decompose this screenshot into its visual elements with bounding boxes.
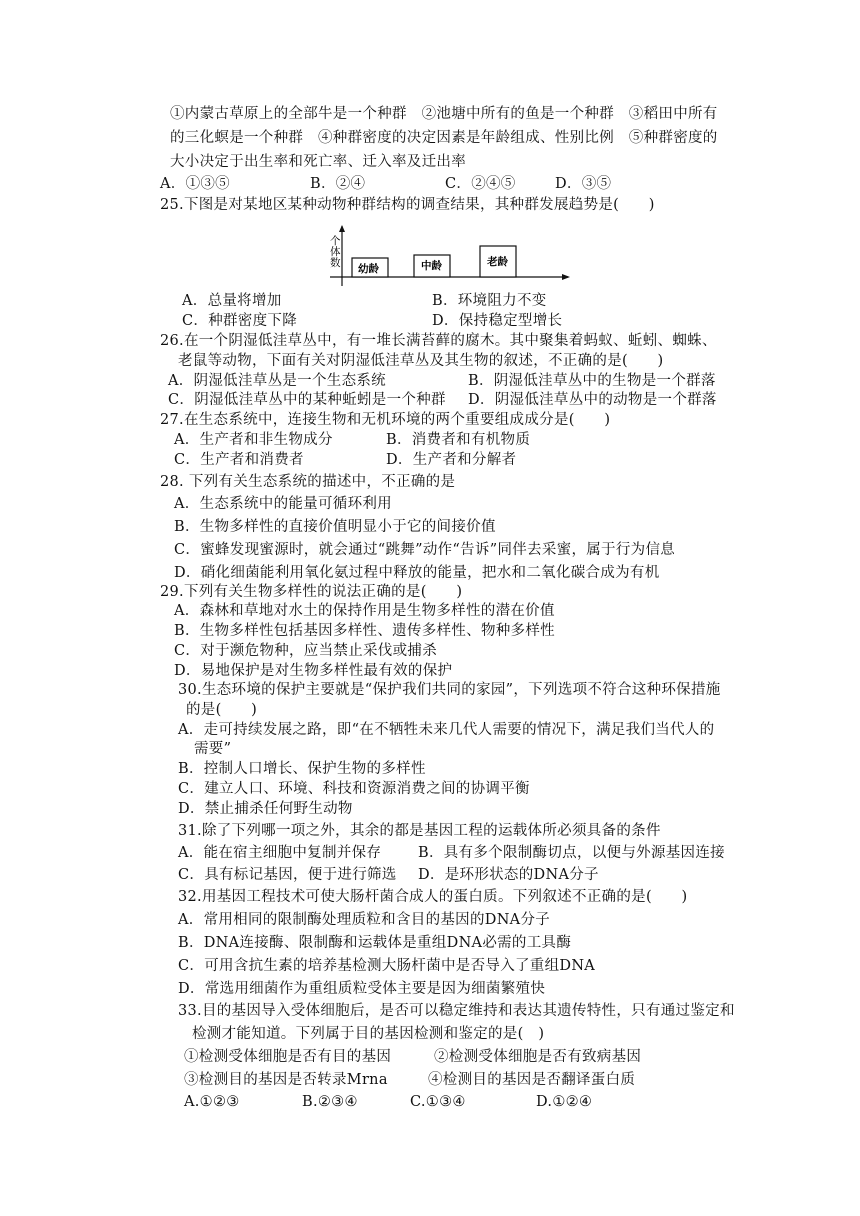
q27-options-row-2	[174, 450, 516, 470]
q26-options-row-1	[168, 371, 716, 391]
q32-option-a[interactable]: A．常用相同的限制酶处理质粒和含目的基因的DNA分子	[178, 912, 551, 928]
q31-stem: 31.除了下列哪一项之外，其余的都是基因工程的运载体所必须具备的条件	[178, 823, 661, 839]
q24-option-b[interactable]: B．②④	[310, 176, 366, 192]
q25-option-b[interactable]: B．环境阻力不变	[432, 293, 547, 309]
q25-options-row-1	[182, 291, 547, 311]
q33-item-1: ①检测受体细胞是否有目的基因	[184, 1049, 392, 1065]
q28-stem: 28. 下列有关生态系统的描述中，不正确的是	[160, 474, 456, 490]
q32-stem: 32.用基因工程技术可使大肠杆菌合成人的蛋白质。下列叙述不正确的是( )	[178, 889, 688, 905]
q32-option-d[interactable]: D．常选用细菌作为重组质粒受体主要是因为细菌繁殖快	[178, 981, 546, 997]
q31-option-b[interactable]: B．具有多个限制酶切点，以便与外源基因连接	[418, 845, 725, 861]
q28-option-c[interactable]: C．蜜蜂发现蜜源时，就会通过“跳舞”动作“告诉”同伴去采蜜，属于行为信息	[174, 542, 676, 558]
q33-option-b[interactable]: B.②③④	[302, 1094, 358, 1110]
q29-option-a[interactable]: A．森林和草地对水土的保持作用是生物多样性的潜在价值	[174, 603, 555, 619]
q31-option-a[interactable]: A．能在宿主细胞中复制并保存	[178, 845, 382, 861]
q33-stem-1: 33.目的基因导入受体细胞后，是否可以稳定维持和表达其遗传特性，只有通过鉴定和	[178, 1003, 735, 1019]
y-axis-arrow	[339, 225, 345, 232]
q26-option-d[interactable]: D．阴湿低洼草丛中的动物是一个群落	[468, 392, 717, 408]
q33-stem-2: 检测才能知道。下列属于目的基因检测和鉴定的是( )	[192, 1026, 545, 1042]
q27-option-d[interactable]: D．生产者和分解者	[386, 452, 517, 468]
q24-line-3: 大小决定于出生率和死亡率、迁入率及迁出率	[170, 154, 466, 170]
q25-option-d[interactable]: D．保持稳定型增长	[432, 313, 563, 329]
q33-options	[184, 1092, 592, 1112]
q29-option-d[interactable]: D．易地保护是对生物多样性最有效的保护	[174, 663, 453, 679]
q25-stem: 25.下图是对某地区某种动物种群结构的调查结果，其种群发展趋势是( )	[160, 197, 655, 213]
q26-option-b[interactable]: B．阴湿低洼草丛中的生物是一个群落	[468, 373, 716, 389]
bar-young-label: 幼龄	[358, 263, 379, 275]
q27-stem: 27.在生态系统中，连接生物和无机环境的两个重要组成成分是( )	[160, 412, 611, 428]
q27-option-b[interactable]: B．消费者和有机物质	[386, 432, 531, 448]
q27-option-c[interactable]: C．生产者和消费者	[174, 452, 304, 468]
q28-option-a[interactable]: A．生态系统中的能量可循环利用	[174, 496, 392, 512]
q29-stem: 29.下列有关生物多样性的说法正确的是( )	[160, 584, 463, 600]
q24-option-a[interactable]: A．①③⑤	[160, 176, 230, 192]
q31-options-row-1	[178, 843, 725, 863]
q30-option-c[interactable]: C．建立人口、环境、科技和资源消费之间的协调平衡	[178, 781, 530, 797]
q25-option-a[interactable]: A．总量将增加	[182, 293, 282, 309]
y-axis-label-1: 个	[330, 235, 341, 247]
q24-options	[160, 174, 611, 194]
q27-options-row-1	[174, 430, 530, 450]
q33-option-c[interactable]: C.①③④	[410, 1094, 466, 1110]
q25-option-c[interactable]: C．种群密度下降	[182, 313, 297, 329]
q33-items-row-1	[184, 1047, 641, 1067]
q28-option-b[interactable]: B．生物多样性的直接价值明显小于它的间接价值	[174, 519, 496, 535]
q27-option-a[interactable]: A．生产者和非生物成分	[174, 432, 333, 448]
q30-option-a-line-2[interactable]: 需要”	[194, 741, 232, 757]
q24-line-2: 的三化螟是一个种群 ④种群密度的决定因素是年龄组成、性别比例 ⑤种群密度的	[170, 130, 718, 146]
y-axis-label-3: 数	[330, 257, 341, 269]
q26-option-a[interactable]: A．阴湿低洼草丛是一个生态系统	[168, 373, 386, 389]
q28-option-d[interactable]: D．硝化细菌能利用氧化氨过程中释放的能量，把水和二氧化碳合成为有机	[174, 565, 660, 581]
q31-option-d[interactable]: D．是环形状态的DNA分子	[418, 867, 599, 883]
q33-item-3: ③检测目的基因是否转录Mrna	[184, 1072, 388, 1088]
q30-option-a-line-1[interactable]: A．走可持续发展之路，即“在不牺牲未来几代人需要的情况下，满足我们当代人的	[178, 722, 715, 738]
q31-option-c[interactable]: C．具有标记基因，便于进行筛选	[178, 867, 397, 883]
q30-option-b[interactable]: B．控制人口增长、保护生物的多样性	[178, 761, 426, 777]
age-structure-figure	[322, 224, 572, 288]
q26-stem-1: 26.在一个阴湿低洼草丛中，有一堆长满苔藓的腐木。其中聚集着蚂蚁、蚯蚓、蜘蛛、	[160, 333, 717, 349]
q30-stem-1: 30.生态环境的保护主要就是“保护我们共同的家园”，下列选项不符合这种环保措施	[178, 682, 721, 698]
q31-options-row-2	[178, 865, 599, 885]
q26-options-row-2	[168, 390, 717, 410]
q24-option-c[interactable]: C．②④⑤	[445, 176, 516, 192]
q33-item-4: ④检测目的基因是否翻译蛋白质	[428, 1072, 636, 1088]
q25-options-row-2	[182, 311, 562, 331]
q24-line-1: ①内蒙古草原上的全部牛是一个种群 ②池塘中所有的鱼是一个种群 ③稻田中所有	[170, 106, 718, 122]
q33-option-a[interactable]: A.①②③	[184, 1094, 240, 1110]
x-axis-arrow	[562, 274, 570, 280]
q30-stem-2: 的是( )	[186, 702, 258, 718]
q33-option-d[interactable]: D.①②④	[536, 1094, 593, 1110]
bar-middle-label: 中龄	[421, 260, 442, 272]
q26-stem-2: 老鼠等动物，下面有关对阴湿低洼草丛及其生物的叙述，不正确的是( )	[178, 353, 664, 369]
bar-old-label: 老龄	[487, 256, 508, 268]
q33-items-row-2	[184, 1070, 635, 1090]
y-axis-label-2: 体	[330, 246, 341, 258]
q26-option-c[interactable]: C．阴湿低洼草丛中的某种蚯蚓是一个种群	[168, 392, 446, 408]
q24-option-d[interactable]: D．③⑤	[555, 176, 612, 192]
q29-option-b[interactable]: B．生物多样性包括基因多样性、遗传多样性、物种多样性	[174, 623, 555, 639]
q32-option-c[interactable]: C．可用含抗生素的培养基检测大肠杆菌中是否导入了重组DNA	[178, 958, 596, 974]
q33-item-2: ②检测受体细胞是否有致病基因	[434, 1049, 642, 1065]
q32-option-b[interactable]: B．DNA连接酶、限制酶和运载体是重组DNA必需的工具酶	[178, 935, 572, 951]
q30-option-d[interactable]: D．禁止捕杀任何野生动物	[178, 801, 353, 817]
q29-option-c[interactable]: C．对于濒危物种，应当禁止采伐或捕杀	[174, 643, 437, 659]
